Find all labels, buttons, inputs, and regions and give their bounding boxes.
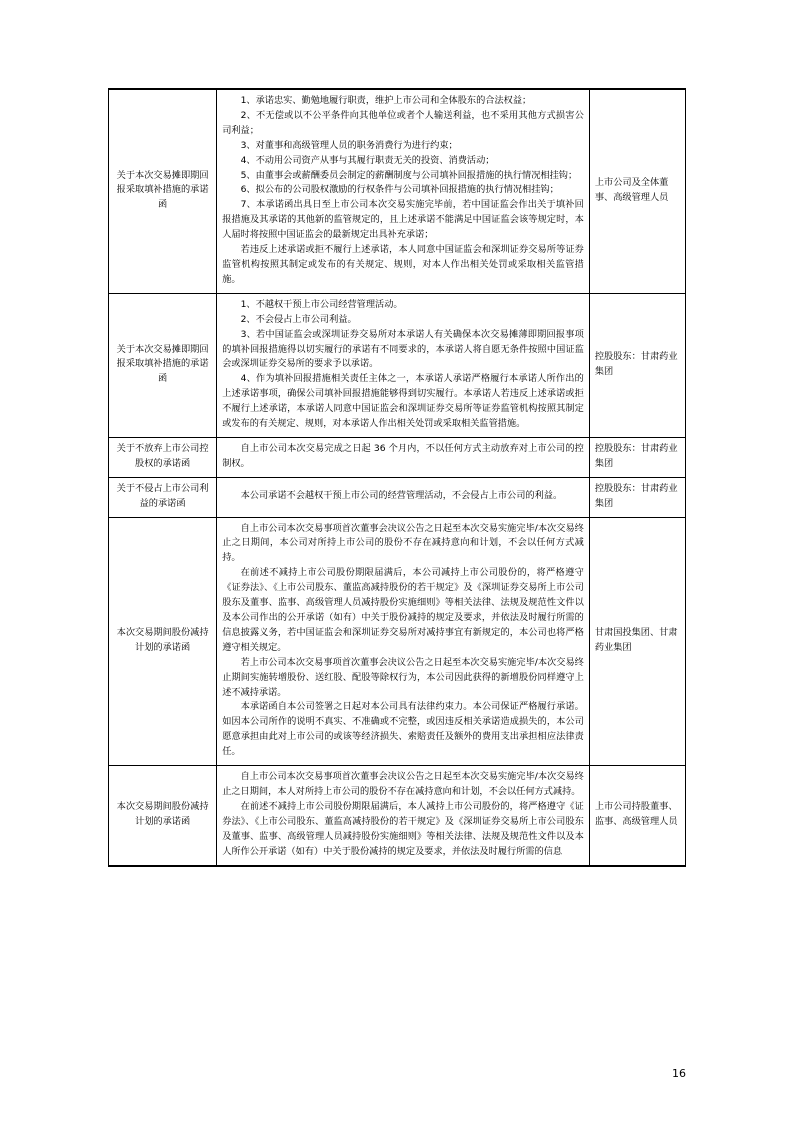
paragraph: 6、拟公布的公司股权激励的行权条件与公司填补回报措施的执行情况相挂钩；	[240, 184, 559, 196]
paragraph: 5、由董事会或薪酬委员会制定的薪酬制度与公司填补回报措施的执行情况相挂钩；	[240, 169, 578, 181]
paragraph: 1、承诺忠实、勤勉地履行职责，维护上市公司和全体股东的合法权益；	[240, 95, 532, 106]
paragraph: 4、不动用公司资产从事与其履行职责无关的投资、消费活动；	[240, 154, 495, 166]
row-content-cell	[217, 437, 590, 477]
table-row	[109, 766, 686, 866]
table-body	[109, 89, 686, 866]
paragraph: 2、不会侵占上市公司利益。	[240, 313, 357, 325]
row-party-cell: 控股股东：甘肃药业集团	[589, 293, 685, 437]
paragraph: 2、不无偿或以不公平条件向其他单位或者个人输送利益，也不采用其他方式损害公司利益；	[222, 109, 584, 136]
row-title-cell: 关于本次交易摊即期回报采取填补措施的承诺函	[109, 89, 217, 293]
row-party-cell: 控股股东：甘肃药业集团	[589, 437, 685, 477]
row-content-cell	[217, 89, 590, 293]
table-row	[109, 437, 686, 477]
row-title-cell: 关于不放弃上市公司控股权的承诺函	[109, 437, 217, 477]
paragraph: 3、若中国证监会或深圳证券交易所对本承诺人有关确保本次交易摊薄即期回报事项的填补回报措施得以切实履行的承诺有不同要求的，本承诺人将自愿无条件按照中国证监会或深圳证券交易所的要求予以承诺。	[222, 328, 584, 370]
paragraph: 自上市公司本次交易事项首次董事会决议公告之日起至本次交易实施完毕/本次交易终止之日期间，本人对所持上市公司的股份不存在减持意向和计划，不会以任何方式减持。	[222, 771, 584, 797]
row-title-cell: 本次交易期间股份减持计划的承诺函	[109, 517, 217, 766]
paragraph: 在前述不减持上市公司股份期限届满后，本人减持上市公司股份的，将严格遵守《证券法》、《上市公司股东、董监高减持股份的若干规定》及《深圳证券交易所上市公司股东及董事、监事、高级管理人员减持股份实施细则》等相关法律、法规及规范性文件以及本人所作公开承诺（如有）中关于股份减持的规定及要求，并依法及时履行所需的信息	[222, 800, 584, 857]
row-content-cell	[217, 293, 590, 437]
row-party-cell: 甘肃国投集团、甘肃药业集团	[589, 517, 685, 766]
row-party-cell: 控股股东：甘肃药业集团	[589, 477, 685, 517]
commitment-letters-table	[108, 88, 686, 867]
table-row	[109, 89, 686, 293]
row-title-cell: 关于本次交易摊即期回报采取填补措施的承诺函	[109, 293, 217, 437]
table-row	[109, 477, 686, 517]
row-party-cell: 上市公司持股董事、监事、高级管理人员	[589, 766, 685, 866]
paragraph: 若违反上述承诺或拒不履行上述承诺，本人同意中国证监会和深圳证券交易所等证券监管机构按照其制定或发布的有关规定、规则，对本人作出相关处罚或采取相关监管措施。	[222, 244, 584, 285]
paragraph: 4、作为填补回报措施相关责任主体之一，本承诺人承诺严格履行本承诺人所作出的上述承诺事项，确保公司填补回报措施能够得到切实履行。本承诺人若违反上述承诺或拒不履行上述承诺，本承诺人同意中国证监会和深圳证券交易所等证券监管机构按照其制定或发布的有关规定、规则，对本承诺人作出相关处罚或采取相关监管措施。	[222, 373, 584, 430]
table-row	[109, 517, 686, 766]
paragraph: 1、不越权干预上市公司经营管理活动。	[240, 298, 403, 310]
paragraph: 在前述不减持上市公司股份期限届满后，本公司减持上市公司股份的，将严格遵守《证券法》、《上市公司股东、董监高减持股份的若干规定》及《深圳证券交易所上市公司股东及董事、监事、高级管理人员减持股份实施细则》等相关法律、法规及规范性文件以及本公司作出的公开承诺（如有）中关于股份减持的规定及要求，并依法及时履行所需的信息披露义务，若中国证监会和深圳证券交易所对减持事宜有新规定的，本公司也将严格遵守相关规定。	[222, 567, 584, 653]
table-row	[109, 293, 686, 437]
row-party-cell: 上市公司及全体董事、高级管理人员	[589, 89, 685, 293]
paragraph: 本公司承诺不会越权干预上市公司的经营管理活动，不会侵占上市公司的利益。	[240, 490, 563, 502]
row-title-cell: 关于不侵占上市公司利益的承诺函	[109, 477, 217, 517]
row-content-cell	[217, 766, 590, 866]
row-title-cell: 本次交易期间股份减持计划的承诺函	[109, 766, 217, 866]
row-content-cell	[217, 477, 590, 517]
paragraph: 若上市公司本次交易事项首次董事会决议公告之日起至本次交易实施完毕/本次交易终止期间实施转增股份、送红股、配股等除权行为，本公司因此获得的新增股份同样遵守上述不减持承诺。	[222, 656, 584, 698]
page-number: 16	[672, 1067, 686, 1080]
paragraph: 7、本承诺函出具日至上市公司本次交易实施完毕前，若中国证监会作出关于填补回报措施及其承诺的其他新的监管规定的，且上述承诺不能满足中国证监会该等规定时，本人届时将按照中国证监会的最新规定出具补充承诺；	[222, 199, 584, 241]
paragraph: 自上市公司本次交易完成之日起 36 个月内，不以任何方式主动放弃对上市公司的控制权。	[222, 442, 584, 469]
paragraph: 3、对董事和高级管理人员的职务消费行为进行约束；	[240, 139, 458, 151]
paragraph: 自上市公司本次交易事项首次董事会决议公告之日起至本次交易实施完毕/本次交易终止之日期间，本公司对所持上市公司的股份不存在减持意向和计划，不会以任何方式减持。	[222, 522, 584, 564]
paragraph: 本承诺函自本公司签署之日起对本公司具有法律约束力。本公司保证严格履行承诺。如因本公司所作的说明不真实、不准确或不完整，或因违反相关承诺造成损失的，本公司愿意承担由此对上市公司的或该等经济损失、索赔责任及额外的费用支出承担相应法律责任。	[222, 701, 584, 758]
row-content-cell	[217, 517, 590, 766]
